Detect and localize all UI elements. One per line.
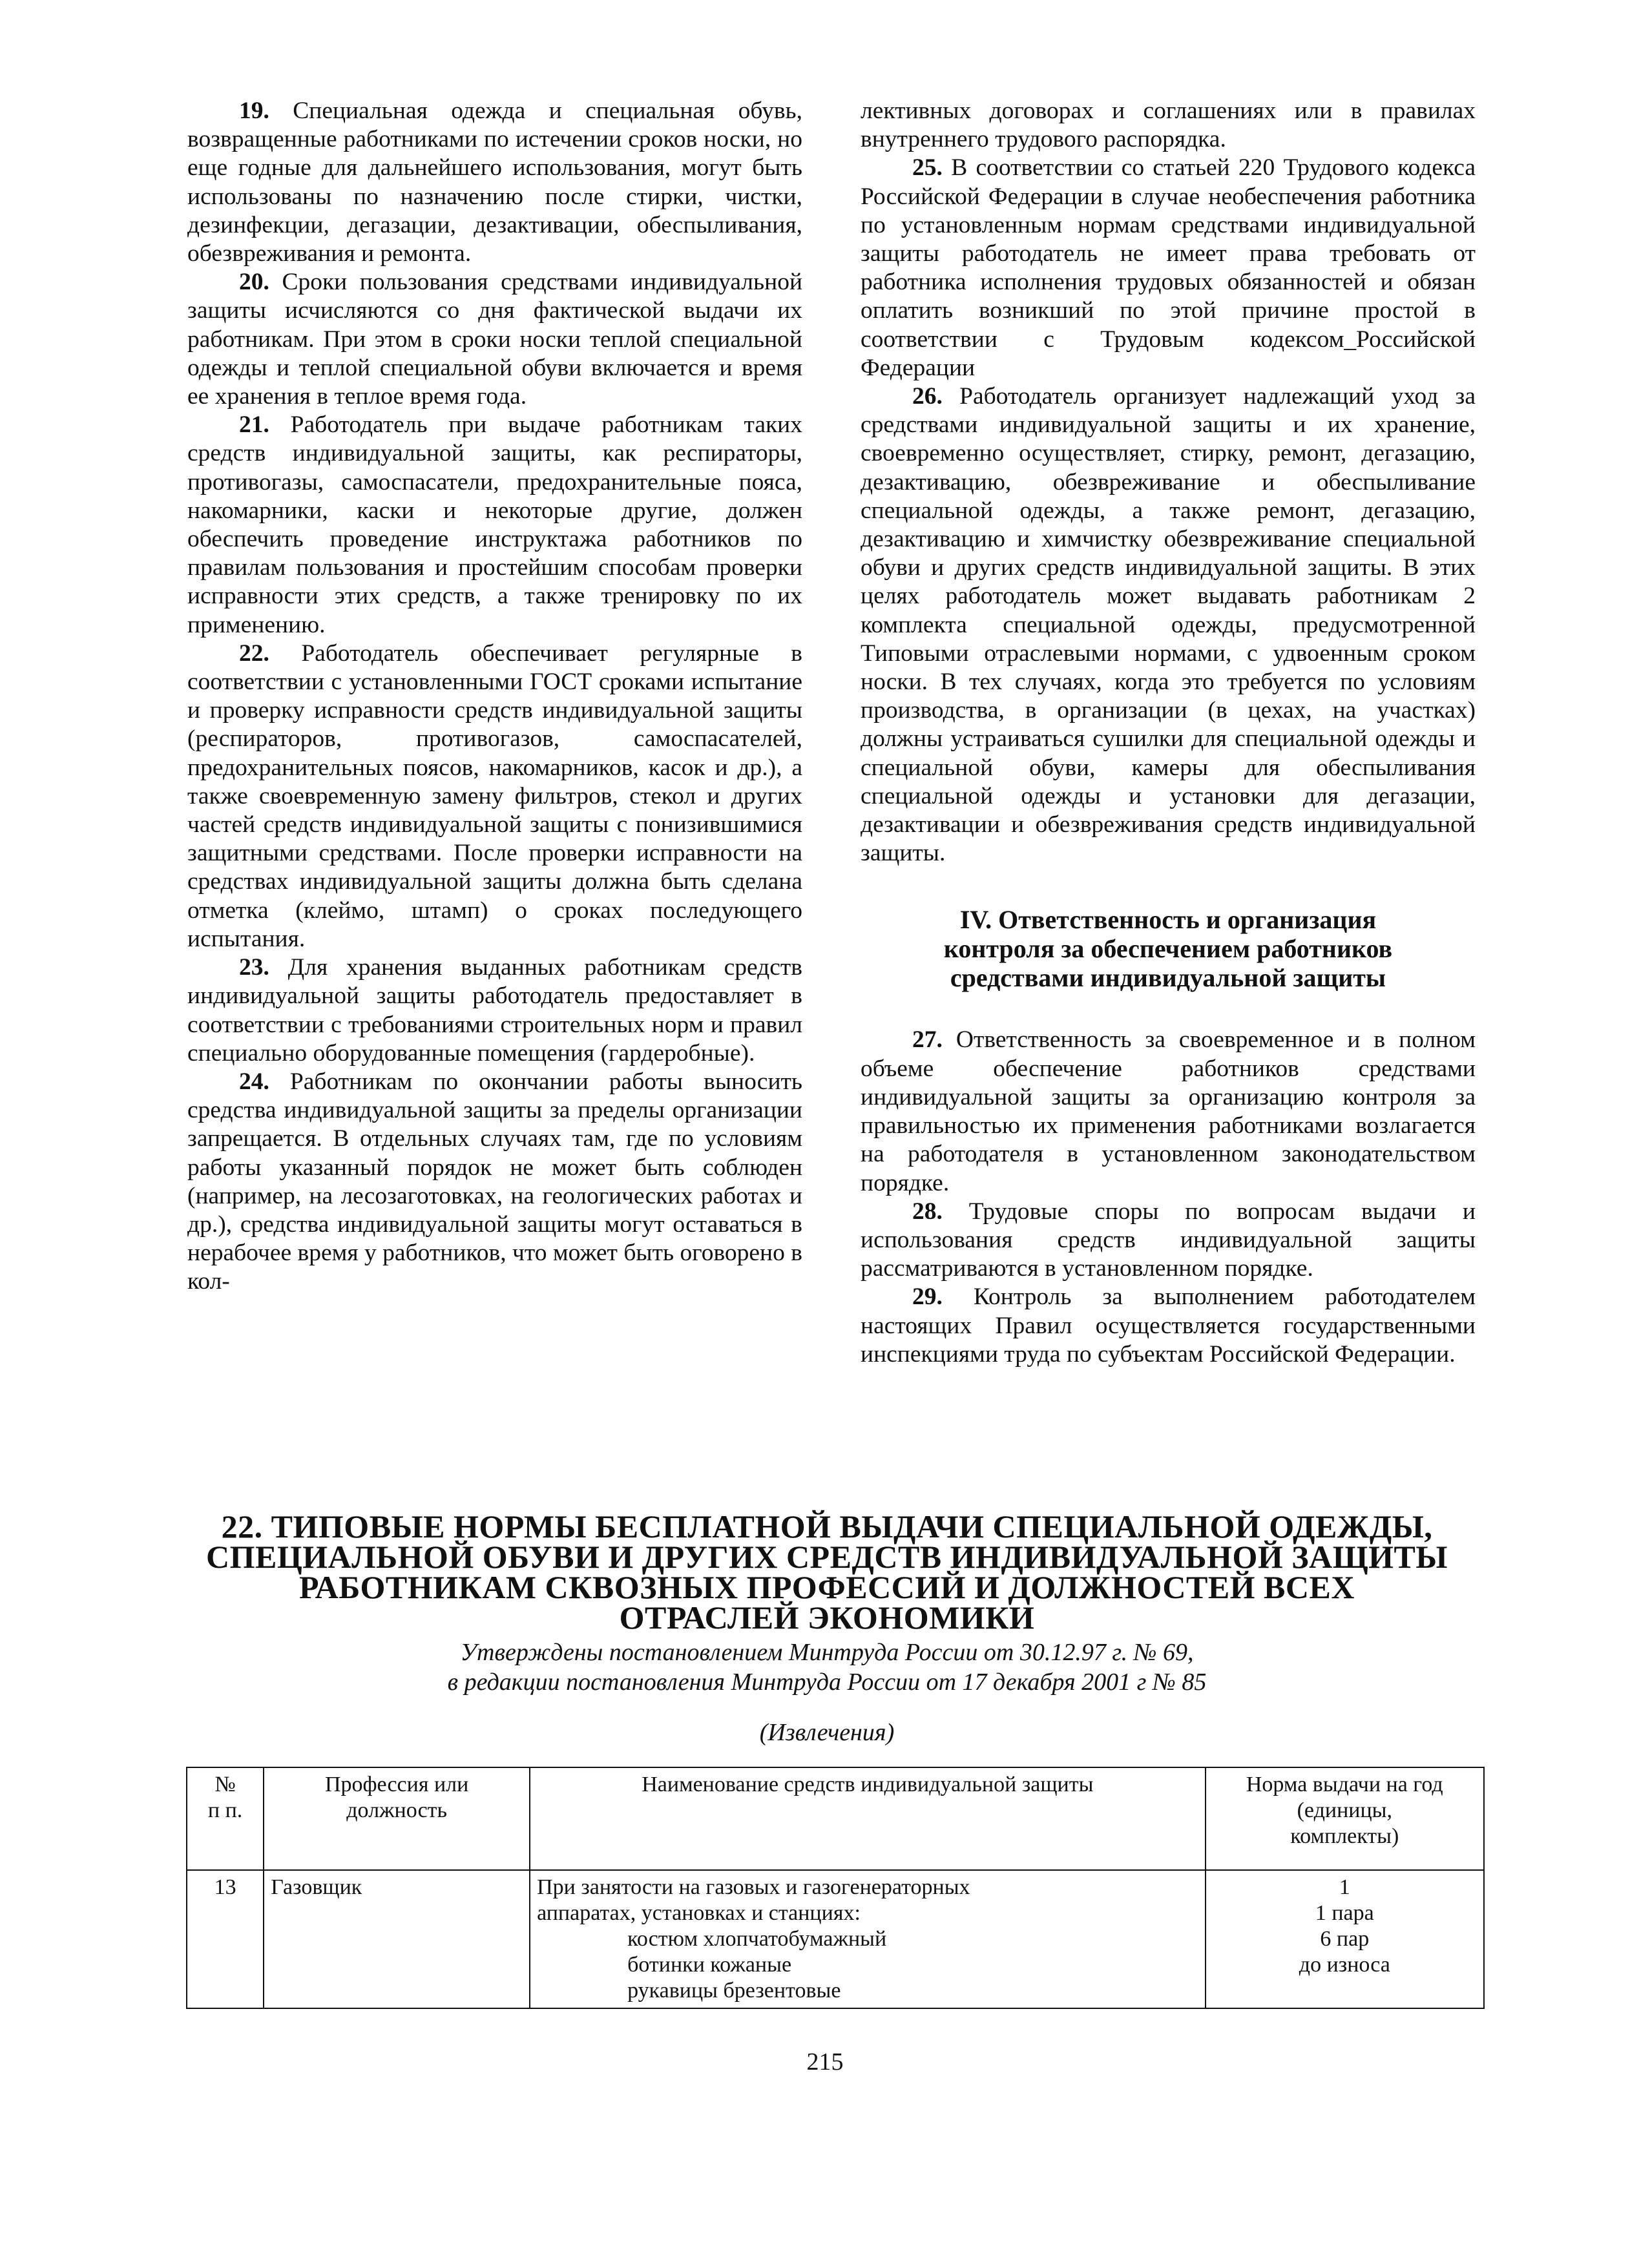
numbered-paragraph — [861, 1283, 1476, 1369]
paragraph-text: Работникам по окончании работы выносить средства индивидуальной защиты за пределы организации запрещается. В отдельных случаях там, где по условиям работы указанный порядок не может быть соблюден (например, на лесозаготовках, на геологических работах и др.), средства индивидуальной защиты могут оставаться в нерабочее время у работников, что может быть оговорено в кол- — [187, 1068, 802, 1295]
paragraph-number: 22. — [239, 640, 269, 667]
norm-value: 1 пара — [1315, 1901, 1374, 1925]
cell-norms — [1206, 1870, 1484, 2008]
paragraph-continuation: лективных договорах и соглашениях или в правилах внутреннего трудового распорядка. — [861, 98, 1476, 153]
section-heading — [861, 905, 1476, 992]
paragraph-number: 25. — [912, 154, 943, 182]
numbered-paragraph — [187, 268, 802, 411]
title-line: РАБОТНИКАМ СКВОЗНЫХ ПРОФЕССИЙ И ДОЛЖНОСТЕЙ ВСЕХ — [299, 1569, 1355, 1605]
norm-value: 6 пар — [1320, 1927, 1370, 1951]
paragraph-text: Работодатель при выдаче работникам таких средств индивидуальной защиты, как респираторы, противогазы, самоспасатели, предохранительные пояса, накомарники, каски и некоторые другие, должен обеспечить проведение инструктажа работников по правилам пользования и простейшим способам проверки исправности этих средств, а также тренировку по их применению. — [187, 411, 803, 638]
page-number: 215 — [806, 2048, 844, 2076]
numbered-paragraph — [187, 97, 802, 268]
cell-num: 13 — [187, 1870, 264, 2008]
paragraph-text: Для хранения выданных работникам средств индивидуальной защиты работодатель предоставляет в соответствии с требованиями строительных норм и правил специально оборудованные помещения (гардеробные). — [187, 954, 802, 1066]
norms-table — [186, 1767, 1485, 2009]
numbered-paragraph — [861, 1198, 1476, 1284]
paragraph-text: В соответствии со статьей 220 Трудового кодекса Российской Федерации в случае необеспечения работника по установленным нормам средствами индивидуальной защиты работодатель не имеет права требовать от работника исполнения трудовых обязанностей и обязан оплатить возникший по этой причине простой в соответствии с Трудовым кодексом_Российской Федерации — [861, 154, 1476, 381]
paragraph-number: 21. — [239, 411, 269, 439]
section-heading-line: средствами индивидуальной защиты — [950, 963, 1386, 993]
paragraph-number: 29. — [912, 1284, 943, 1311]
norm-value: 1 — [1339, 1875, 1350, 1899]
paragraph-number: 28. — [912, 1198, 943, 1225]
title-line: СПЕЦИАЛЬНОЙ ОБУВИ И ДРУГИХ СРЕДСТВ ИНДИВИДУАЛЬНОЙ ЗАЩИТЫ — [206, 1539, 1448, 1575]
numbered-paragraph — [187, 411, 802, 640]
paragraph-text: Специальная одежда и специальная обувь, возвращенные работниками по истечении сроков носки, но еще годные для дальнейшего использования, могут быть использованы по назначению после стирки, чистки, дезинфекции, дегазации, дезактивации, обеспыливания, обезвреживания и ремонта. — [187, 98, 802, 267]
numbered-paragraph — [861, 382, 1476, 868]
approval-note — [168, 1638, 1486, 1697]
numbered-paragraph — [187, 953, 802, 1068]
ppe-item: ботинки кожаные — [627, 1953, 792, 1977]
numbered-paragraph — [861, 1026, 1476, 1197]
left-column — [187, 97, 802, 1296]
norm-value: до износа — [1299, 1953, 1390, 1977]
paragraph-number: 23. — [239, 954, 269, 981]
ppe-item: рукавицы брезентовые — [627, 1979, 841, 2003]
paragraph-text: Ответственность за своевременное и в полном объеме обеспечение работников средствами индивидуальной защиты за организацию контроля за правильностью их применения работниками возлагается на работодателя в установленном законодательством порядке. — [861, 1026, 1476, 1196]
table-header-row — [187, 1767, 1484, 1870]
approval-line: Утверждены постановлением Минтруда России от 30.12.97 г. № 69, — [460, 1639, 1194, 1666]
paragraph-text: Работодатель организует надлежащий уход за средствами индивидуальной защиты и их хранение, своевременно осуществляет, стирку, ремонт, дегазацию, дезактивацию, обезвреживание и обеспыливание специальной одежды, а также ремонт, дегазацию, дезактивацию и химчистку обезвреживание специальной обуви и других средств индивидуальной защиты. В этих целях работодатель может выдавать работникам 2 комплекта специальной одежды, предусмотренной Типовыми отраслевыми нормами, с удвоенным сроком носки. В тех случаях, когда это требуется по условиям производства, в организации (в цехах, на участках) должны устраиваться сушилки для специальной одежды и специальной обуви, камеры для обеспыливания специальной одежды и установки для дегазации, дезактивации и обезвреживания средств индивидуальной защиты. — [861, 383, 1476, 867]
ppe-intro-line: При занятости на газовых и газогенераторных — [537, 1875, 970, 1899]
paragraph-text: Сроки пользования средствами индивидуальной защиты исчисляются со дня фактической выдачи их работникам. При этом в сроки носки теплой специальной одежды и теплой специальной обуви включается и время ее хранения в теплое время года. — [187, 269, 803, 410]
paragraph-text: Работодатель обеспечивает регулярные в соответствии с установленными ГОСТ сроками испытание и проверку исправности средств индивидуальной защиты (респираторов, противогазов, самоспасателей, предохранительных поясов, накомарников, касок и др.), а также своевременную замену фильтров, стекол и других частей средств индивидуальной защиты с понизившимися защитными средствами. После проверки исправности на средствах индивидуальной защиты должна быть сделана отметка (клеймо, штамп) о сроках последующего испытания. — [187, 640, 803, 952]
paragraph-text: Контроль за выполнением работодателем настоящих Правил осуществляется государственными инспекциями труда по субъектам Российской Федерации. — [861, 1284, 1476, 1368]
numbered-paragraph — [187, 640, 802, 953]
ppe-intro-line: аппаратах, установках и станциях: — [537, 1901, 861, 1925]
section-heading-line: контроля за обеспечением работников — [943, 934, 1393, 964]
document-title — [168, 1508, 1486, 1636]
header-norm: Норма выдачи на год (единицы, комплекты) — [1206, 1767, 1484, 1870]
paragraph-number: 24. — [239, 1068, 269, 1095]
header-ppe-name: Наименование средств индивидуальной защиты — [530, 1767, 1206, 1870]
header-num: № п п. — [187, 1767, 264, 1870]
paragraph-number: 27. — [912, 1026, 943, 1054]
title-line: 22. ТИПОВЫЕ НОРМЫ БЕСПЛАТНОЙ ВЫДАЧИ СПЕЦИАЛЬНОЙ ОДЕЖДЫ, — [221, 1508, 1433, 1545]
numbered-paragraph — [187, 1068, 802, 1296]
cell-profession: Газовщик — [264, 1870, 530, 2008]
section-heading-line: IV. Ответственность и организация — [959, 905, 1377, 935]
table-row — [187, 1870, 1484, 2008]
paragraph-text: Трудовые споры по вопросам выдачи и использования средств индивидуальной защиты рассматриваются в установленном порядке. — [861, 1198, 1476, 1282]
extract-note: (Извлечения) — [759, 1719, 895, 1746]
right-column — [861, 97, 1476, 1369]
paragraph-number: 20. — [239, 269, 269, 296]
header-profession: Профессия или должность — [264, 1767, 530, 1870]
ppe-item: костюм хлопчатобумажный — [627, 1927, 887, 1951]
cell-ppe-items — [530, 1870, 1206, 2008]
title-line: ОТРАСЛЕЙ ЭКОНОМИКИ — [619, 1599, 1035, 1636]
approval-line: в редакции постановления Минтруда России от 17 декабря 2001 г № 85 — [447, 1669, 1207, 1696]
paragraph-number: 26. — [912, 383, 943, 410]
paragraph-number: 19. — [239, 98, 269, 124]
numbered-paragraph — [861, 154, 1476, 382]
